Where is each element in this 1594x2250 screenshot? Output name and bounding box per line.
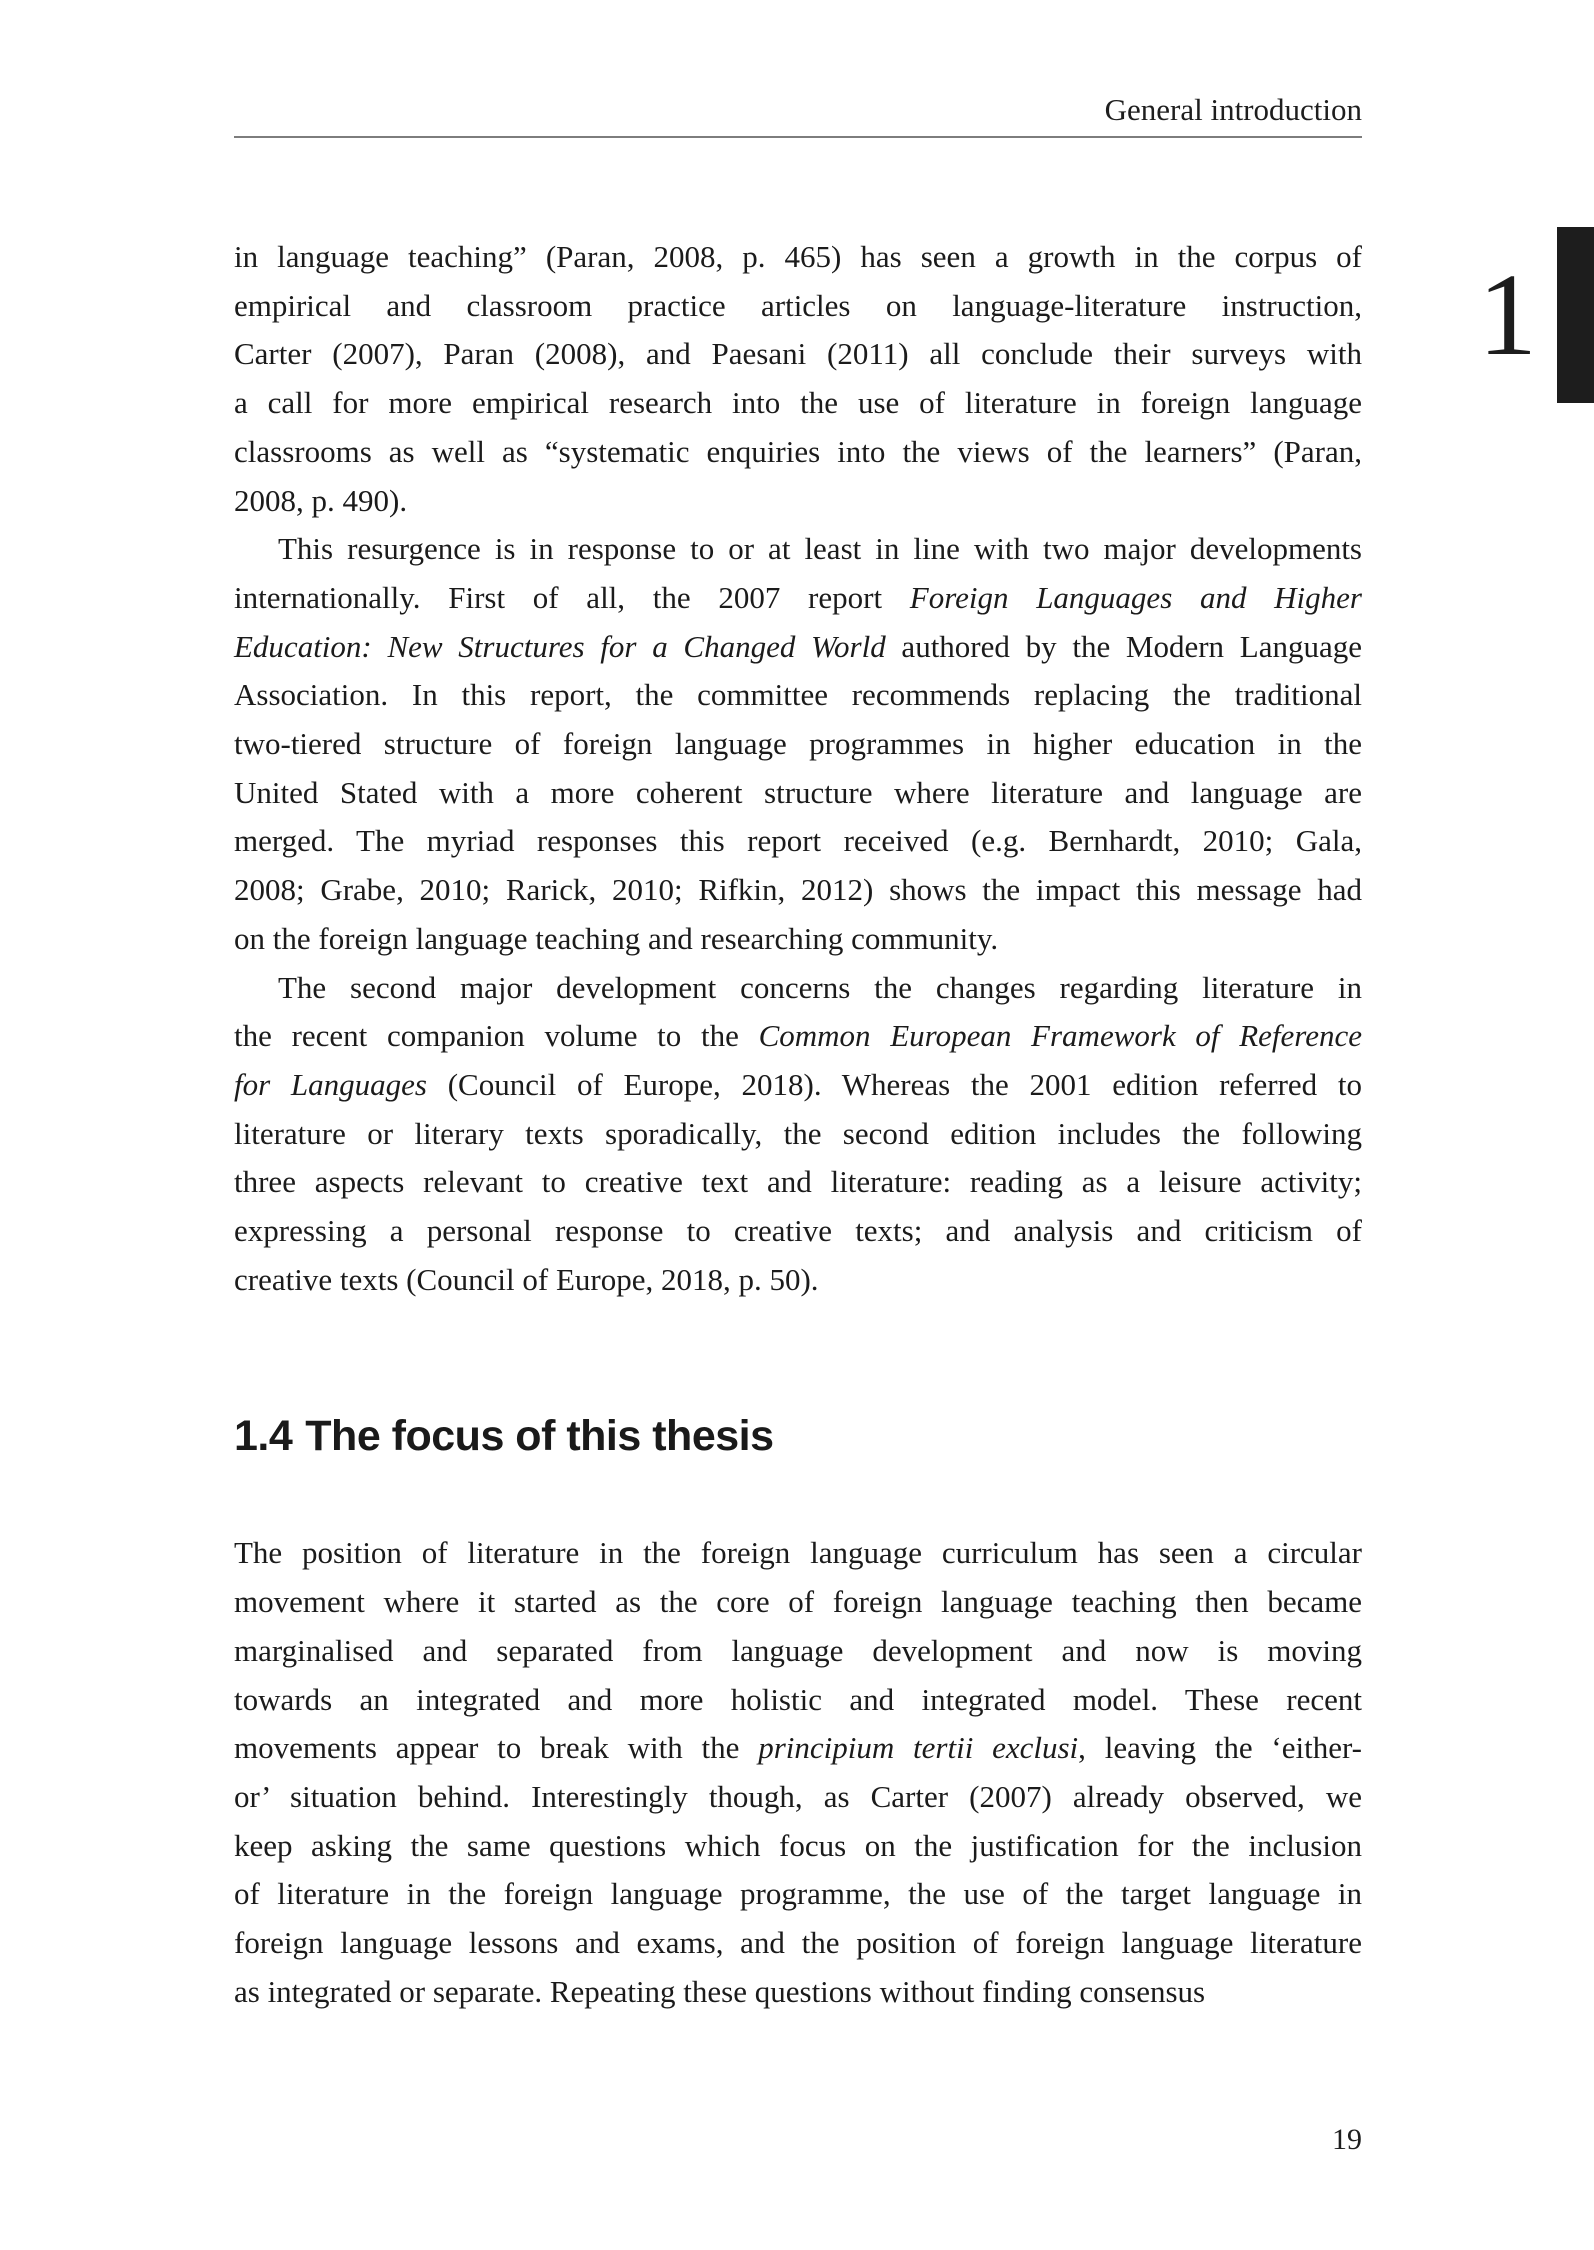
text-segment: marginalised and separated from language development and now is moving bbox=[234, 1632, 1362, 1668]
header-rule bbox=[234, 136, 1362, 138]
section-heading-number: 1.4 bbox=[234, 1412, 293, 1461]
text-segment: The position of literature in the foreign language curriculum has seen a circular bbox=[234, 1535, 1362, 1571]
text-line bbox=[234, 233, 1362, 282]
italic-text-segment: Foreign Languages and Higher bbox=[909, 579, 1362, 615]
text-segment: , leaving the ‘either- bbox=[1078, 1730, 1362, 1766]
text-line bbox=[234, 671, 1362, 720]
text-line bbox=[234, 1822, 1362, 1871]
text-line bbox=[234, 964, 1362, 1013]
text-line bbox=[234, 282, 1362, 331]
text-line bbox=[234, 1919, 1362, 1968]
text-segment: movement where it started as the core of foreign language teaching then became bbox=[234, 1584, 1362, 1620]
text-line bbox=[234, 915, 1362, 964]
text-segment: of literature in the foreign language programme, the use of the target language in bbox=[234, 1876, 1362, 1912]
text-segment: United Stated with a more coherent structure where literature and language are bbox=[234, 774, 1362, 810]
text-segment: the recent companion volume to the bbox=[234, 1018, 759, 1054]
text-line bbox=[234, 477, 1362, 526]
text-line bbox=[234, 817, 1362, 866]
text-line bbox=[234, 1773, 1362, 1822]
section-heading bbox=[234, 1412, 1362, 1461]
section-heading-title: The focus of this thesis bbox=[305, 1412, 774, 1461]
intro-paragraphs bbox=[234, 233, 1362, 1304]
page-number: 19 bbox=[1332, 2123, 1362, 2156]
text-line bbox=[234, 1968, 1362, 2017]
paragraph bbox=[234, 964, 1362, 1305]
text-segment: in language teaching” (Paran, 2008, p. 465) has seen a growth in the corpus of bbox=[234, 239, 1362, 274]
text-line bbox=[234, 330, 1362, 379]
text-line bbox=[234, 1256, 1362, 1305]
chapter-number: 1 bbox=[1478, 249, 1537, 380]
text-line bbox=[234, 1724, 1362, 1773]
text-line bbox=[234, 1870, 1362, 1919]
text-line bbox=[234, 1207, 1362, 1256]
text-line bbox=[234, 1627, 1362, 1676]
text-segment: empirical and classroom practice articles on language-literature instruction, bbox=[234, 287, 1362, 323]
paragraph bbox=[234, 1529, 1362, 2016]
text-segment: internationally. First of all, the 2007 report bbox=[234, 579, 910, 615]
italic-text-segment: principium tertii exclusi bbox=[758, 1730, 1079, 1766]
text-line bbox=[234, 1529, 1362, 1578]
text-segment: keep asking the same questions which focus on the justification for the inclusion bbox=[234, 1827, 1362, 1863]
text-line bbox=[234, 623, 1362, 672]
text-segment: movements appear to break with the bbox=[234, 1730, 759, 1766]
text-segment: Association. In this report, the committee recommends replacing the traditional bbox=[234, 677, 1362, 713]
running-head: General introduction bbox=[1104, 92, 1362, 127]
text-segment: This resurgence is in response to or at least in line with two major developments bbox=[278, 531, 1362, 567]
text-segment: towards an integrated and more holistic and integrated model. These recent bbox=[234, 1681, 1362, 1717]
italic-text-segment: for Languages bbox=[234, 1066, 427, 1102]
text-segment: literature or literary texts sporadically, the second edition includes the following bbox=[234, 1115, 1362, 1151]
text-segment: 2008, p. 490). bbox=[234, 482, 408, 518]
text-segment: creative texts (Council of Europe, 2018, p. 50). bbox=[234, 1261, 819, 1297]
paragraph bbox=[234, 525, 1362, 963]
text-segment: 2008; Grabe, 2010; Rarick, 2010; Rifkin, 2012) shows the impact this message had bbox=[234, 872, 1362, 908]
text-segment: classrooms as well as “systematic enquiries into the views of the learners” (Paran, bbox=[234, 433, 1362, 469]
text-line bbox=[234, 866, 1362, 915]
italic-text-segment: Education: New Structures for a Changed World bbox=[234, 628, 886, 664]
text-segment: Carter (2007), Paran (2008), and Paesani (2011) all conclude their surveys with bbox=[234, 336, 1362, 372]
text-segment: authored by the Modern Language bbox=[885, 628, 1362, 664]
italic-text-segment: Common European Framework of Reference bbox=[758, 1018, 1362, 1054]
text-line bbox=[234, 1676, 1362, 1725]
text-line bbox=[234, 720, 1362, 769]
text-line bbox=[234, 428, 1362, 477]
paragraph bbox=[234, 233, 1362, 525]
text-segment: on the foreign language teaching and researching community. bbox=[234, 920, 999, 956]
text-segment: three aspects relevant to creative text and literature: reading as a leisure activity; bbox=[234, 1164, 1362, 1200]
text-segment: as integrated or separate. Repeating these questions without finding consensus bbox=[234, 1973, 1206, 2009]
text-line bbox=[234, 1110, 1362, 1159]
text-segment: merged. The myriad responses this report received (e.g. Bernhardt, 2010; Gala, bbox=[234, 823, 1362, 859]
text-segment: expressing a personal response to creative texts; and analysis and criticism of bbox=[234, 1213, 1362, 1249]
text-line bbox=[234, 525, 1362, 574]
text-line bbox=[234, 769, 1362, 818]
text-line bbox=[234, 1158, 1362, 1207]
chapter-tab-marker bbox=[1557, 227, 1594, 403]
text-segment: foreign language lessons and exams, and the position of foreign language literature bbox=[234, 1925, 1362, 1961]
text-line bbox=[234, 1578, 1362, 1627]
text-segment: two-tiered structure of foreign language programmes in higher education in the bbox=[234, 726, 1362, 762]
text-segment: a call for more empirical research into the use of literature in foreign language bbox=[234, 385, 1362, 421]
text-line bbox=[234, 1061, 1362, 1110]
text-segment: The second major development concerns the changes regarding literature in bbox=[278, 969, 1362, 1005]
text-line bbox=[234, 1012, 1362, 1061]
focus-paragraphs bbox=[234, 1529, 1362, 2016]
text-line bbox=[234, 379, 1362, 428]
text-column bbox=[234, 233, 1362, 2017]
text-segment: or’ situation behind. Interestingly though, as Carter (2007) already observed, we bbox=[234, 1778, 1362, 1814]
text-segment: (Council of Europe, 2018). Whereas the 2001 edition referred to bbox=[426, 1066, 1362, 1102]
text-line bbox=[234, 574, 1362, 623]
